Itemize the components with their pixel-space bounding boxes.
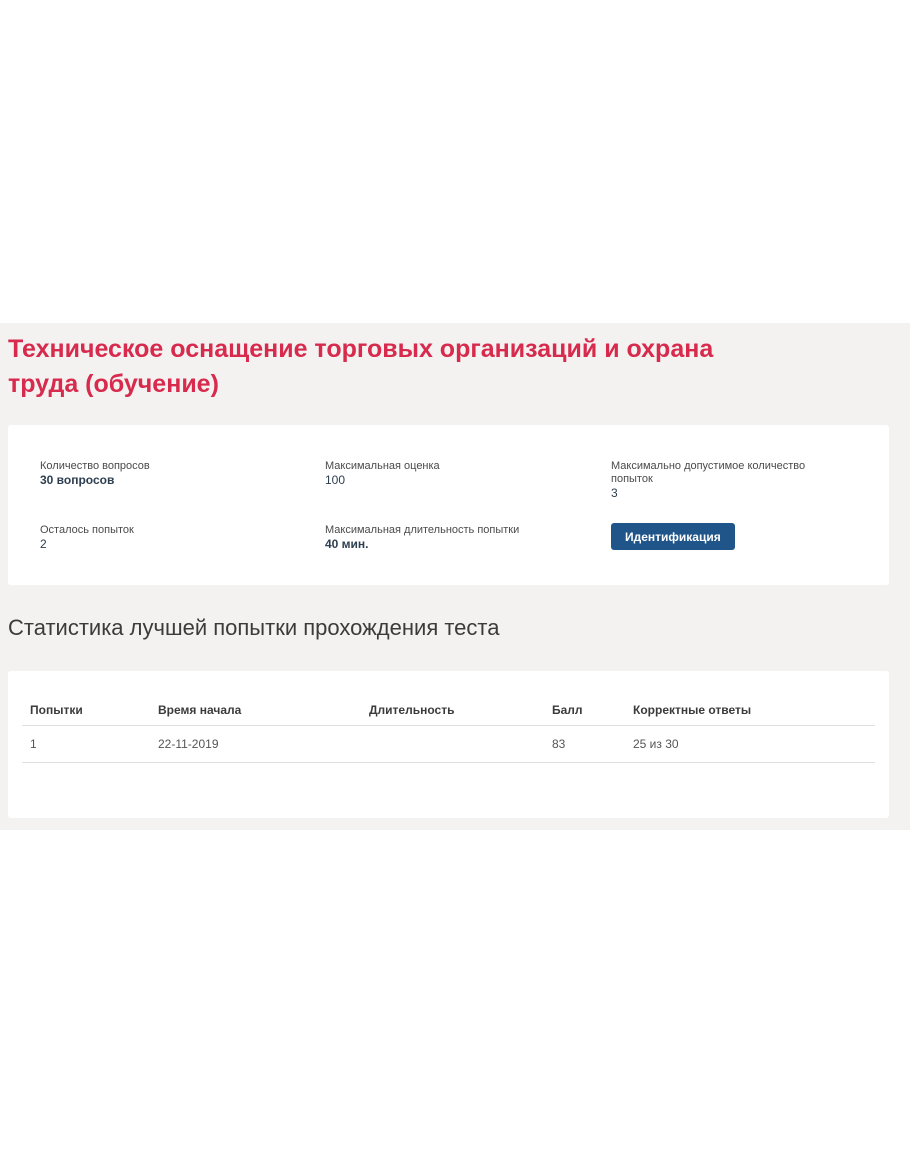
column-header-duration: Длительность xyxy=(361,695,544,726)
max-score-label: Максимальная оценка xyxy=(325,460,440,472)
questions-count-field xyxy=(40,460,280,488)
stats-heading: Статистика лучшей попытки прохождения теста xyxy=(8,615,500,640)
cell-start-time: 22-11-2019 xyxy=(150,726,361,763)
remaining-attempts-label: Осталось попыток xyxy=(40,524,134,536)
max-duration-label: Максимальная длительность попытки xyxy=(325,524,520,536)
max-attempts-label: Максимально допустимое количество попыток xyxy=(611,460,806,485)
questions-count-label: Количество вопросов xyxy=(40,460,150,472)
remaining-attempts-field xyxy=(40,524,280,552)
column-header-start-time: Время начала xyxy=(150,695,361,726)
table-row xyxy=(22,726,875,763)
column-header-score: Балл xyxy=(544,695,625,726)
questions-count-value: 30 вопросов xyxy=(40,473,115,487)
cell-duration xyxy=(361,726,544,763)
remaining-attempts-value: 2 xyxy=(40,537,47,551)
column-header-attempts: Попытки xyxy=(22,695,150,726)
stats-card xyxy=(8,671,889,818)
table-header-row xyxy=(22,695,875,726)
course-title: Техническое оснащение торговых организаций и охрана труда (обучение) xyxy=(8,335,714,398)
attempts-table xyxy=(22,695,875,763)
max-duration-value: 40 мин. xyxy=(325,537,369,551)
max-attempts-field xyxy=(611,460,831,501)
max-attempts-value: 3 xyxy=(611,486,618,500)
cell-correct-answers: 25 из 30 xyxy=(625,726,875,763)
column-header-correct-answers: Корректные ответы xyxy=(625,695,875,726)
max-duration-field xyxy=(325,524,565,552)
identification-button[interactable]: Идентификация xyxy=(611,523,735,550)
cell-score: 83 xyxy=(544,726,625,763)
test-info-card xyxy=(8,425,889,585)
cell-attempt: 1 xyxy=(22,726,150,763)
max-score-value: 100 xyxy=(325,473,346,487)
max-score-field xyxy=(325,460,565,488)
test-page xyxy=(0,323,910,830)
